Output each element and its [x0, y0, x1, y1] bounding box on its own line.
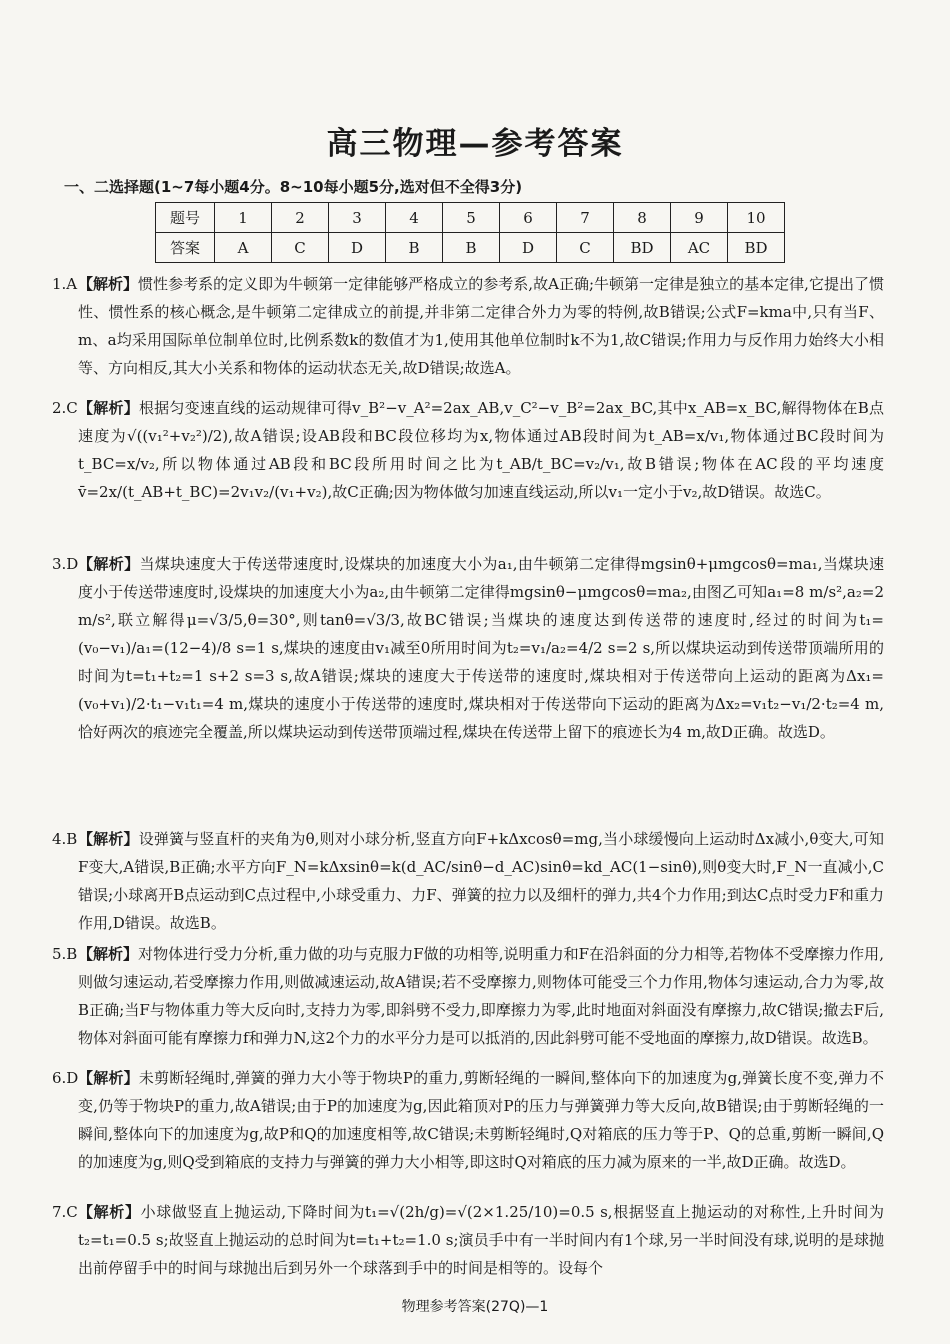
table-cell: 7	[557, 203, 614, 233]
table-cell: C	[272, 233, 329, 263]
table-row-answers	[156, 233, 785, 263]
page-title: 高三物理—参考答案	[326, 126, 624, 162]
explanation-6	[52, 1064, 884, 1176]
table-row-label: 题号	[156, 203, 215, 233]
explanation-text: 未剪断轻绳时,弹簧的弹力大小等于物块P的重力,剪断轻绳的一瞬间,整体向下的加速度为g,弹簧长度不变,弹力不变,仍等于物块P的重力,故A错误;由于P的加速度为g,因此箱顶对P的压力与弹簧弹力等大反向,故B错误;由于剪断轻绳的一瞬间,整体向下的加速度为g,故P和Q的加速度相等,故C错误;未剪断轻绳时,Q对箱底的压力等于P、Q的总重,剪断一瞬间,Q的加速度为g,则Q受到箱底的支持力与弹簧的弹力大小相等,即这时Q对箱底的压力减为原来的一半,故D正确。故选D。	[78, 1069, 884, 1171]
table-cell: 8	[614, 203, 671, 233]
table-cell: 4	[386, 203, 443, 233]
explanation-2	[52, 394, 884, 506]
table-cell: AC	[671, 233, 728, 263]
analysis-tag: 【解析】	[78, 1203, 141, 1221]
table-cell: 5	[443, 203, 500, 233]
section-header	[64, 176, 522, 197]
analysis-tag: 【解析】	[78, 1069, 139, 1087]
explanation-3	[52, 550, 884, 746]
question-number: 7.C	[52, 1203, 78, 1221]
table-cell: A	[215, 233, 272, 263]
table-cell: 10	[728, 203, 785, 233]
explanation-text: 惯性参考系的定义即为牛顿第一定律能够严格成立的参考系,故A正确;牛顿第一定律是独立的基本定律,它提出了惯性、惯性系的核心概念,是牛顿第二定律成立的前提,并非第二定律合外力为零的特例,故B错误;公式F=kma中,只有当F、m、a均采用国际单位制单位时,比例系数k的数值才为1,使用其他单位制时k不为1,故C错误;作用力与反作用力始终大小相等、方向相反,其大小关系和物体的运动状态无关,故D错误;故选A。	[78, 275, 884, 377]
table-row-label: 答案	[156, 233, 215, 263]
explanation-5	[52, 940, 884, 1052]
table-cell: 3	[329, 203, 386, 233]
table-cell: 9	[671, 203, 728, 233]
analysis-tag: 【解析】	[78, 275, 139, 293]
explanation-text: 对物体进行受力分析,重力做的功与克服力F做的功相等,说明重力和F在沿斜面的分力相等,若物体不受摩擦力作用,则做匀速运动,若受摩擦力作用,则做减速运动,故A错误;若不受摩擦力,则物体可能受三个力作用,物体匀速运动,合力为零,故B正确;当F与物体重力等大反向时,支持力为零,即斜劈不受力,即摩擦力为零,此时地面对斜面没有摩擦力,故C错误;撤去F后,物体对斜面可能有摩擦力f和弹力N,这2个力的水平分力是可以抵消的,因此斜劈可能不受地面的摩擦力,故D错误。故选B。	[78, 945, 884, 1047]
question-number: 2.C	[52, 399, 78, 417]
section-header-text: 一、二选择题(1~7每小题4分。8~10每小题5分,选对但不全得3分)	[64, 178, 523, 196]
question-number: 1.A	[52, 275, 78, 293]
table-row-numbers	[156, 203, 785, 233]
explanation-text: 小球做竖直上抛运动,下降时间为t₁=√(2h/g)=√(2×1.25/10)=0.5 s,根据竖直上抛运动的对称性,上升时间为t₂=t₁=0.5 s;故竖直上抛运动的总时间为t=t₁+t₂=1.0 s;演员手中有一半时间内有1个球,另一半时间没有球,说明的是球抛出前停留手中的时间与球抛出后到另外一个球落到手中的时间是相等的。设每个	[78, 1203, 884, 1277]
analysis-tag: 【解析】	[78, 830, 139, 848]
table-cell: 1	[215, 203, 272, 233]
table-cell: B	[386, 233, 443, 263]
table-cell: BD	[728, 233, 785, 263]
explanation-7	[52, 1198, 884, 1282]
table-cell: 2	[272, 203, 329, 233]
explanation-text: 设弹簧与竖直杆的夹角为θ,则对小球分析,竖直方向F+kΔxcosθ=mg,当小球缓慢向上运动时Δx减小,θ变大,可知F变大,A错误,B正确;水平方向F_N=kΔxsinθ=k(d_AC/sinθ−d_AC)sinθ=kd_AC(1−sinθ),则θ变大时,F_N一直减小,C错误;小球离开B点运动到C点过程中,小球受重力、力F、弹簧的拉力以及细杆的弹力,共4个力作用;到达C点时受力F和重力作用,D错误。故选B。	[78, 830, 884, 932]
question-number: 3.D	[52, 555, 79, 573]
analysis-tag: 【解析】	[78, 945, 139, 963]
explanation-text: 根据匀变速直线的运动规律可得v_B²−v_A²=2ax_AB,v_C²−v_B²=2ax_BC,其中x_AB=x_BC,解得物体在B点速度为√((v₁²+v₂²)/2),故A错误;设AB段和BC段位移均为x,物体通过AB段时间为t_AB=x/v₁,物体通过BC段时间为t_BC=x/v₂,所以物体通过AB段和BC段所用时间之比为t_AB/t_BC=v₂/v₁,故B错误;物体在AC段的平均速度v̄=2x/(t_AB+t_BC)=2v₁v₂/(v₁+v₂),故C正确;因为物体做匀加速直线运动,所以v₁一定小于v₂,故D错误。故选C。	[78, 399, 884, 501]
table-cell: C	[557, 233, 614, 263]
page-footer: 物理参考答案(27Q)—1	[401, 1299, 549, 1315]
table-cell: B	[443, 233, 500, 263]
answer-table	[155, 202, 785, 263]
analysis-tag: 【解析】	[78, 399, 139, 417]
question-number: 5.B	[52, 945, 78, 963]
analysis-tag: 【解析】	[78, 555, 140, 573]
table-cell: D	[329, 233, 386, 263]
explanation-1	[52, 270, 884, 382]
table-cell: BD	[614, 233, 671, 263]
explanation-4	[52, 825, 884, 937]
table-cell: D	[500, 233, 557, 263]
table-cell: 6	[500, 203, 557, 233]
question-number: 6.D	[52, 1069, 79, 1087]
question-number: 4.B	[52, 830, 78, 848]
explanation-text: 当煤块速度大于传送带速度时,设煤块的加速度大小为a₁,由牛顿第二定律得mgsinθ+μmgcosθ=ma₁,当煤块速度小于传送带速度时,设煤块的加速度大小为a₂,由牛顿第二定律得mgsinθ−μmgcosθ=ma₂,由图乙可知a₁=8 m/s²,a₂=2 m/s²,联立解得μ=√3/5,θ=30°,则tanθ=√3/3,故BC错误;当煤块的速度达到传送带的速度时,经过的时间为t₁=(v₀−v₁)/a₁=(12−4)/8 s=1 s,煤块的速度由v₁减至0所用时间为t₂=v₁/a₂=4/2 s=2 s,所以煤块运动到传送带顶端所用的时间为t=t₁+t₂=1 s+2 s=3 s,故A错误;煤块的速度大于传送带的速度时,煤块相对于传送带向上运动的距离为Δx₁=(v₀+v₁)/2·t₁−v₁t₁=4 m,煤块的速度小于传送带的速度时,煤块相对于传送带向下运动的距离为Δx₂=v₁t₂−v₁/2·t₂=4 m,恰好两次的痕迹完全覆盖,所以煤块运动到传送带顶端过程,煤块在传送带上留下的痕迹长为4 m,故D正确。故选D。	[78, 555, 884, 741]
